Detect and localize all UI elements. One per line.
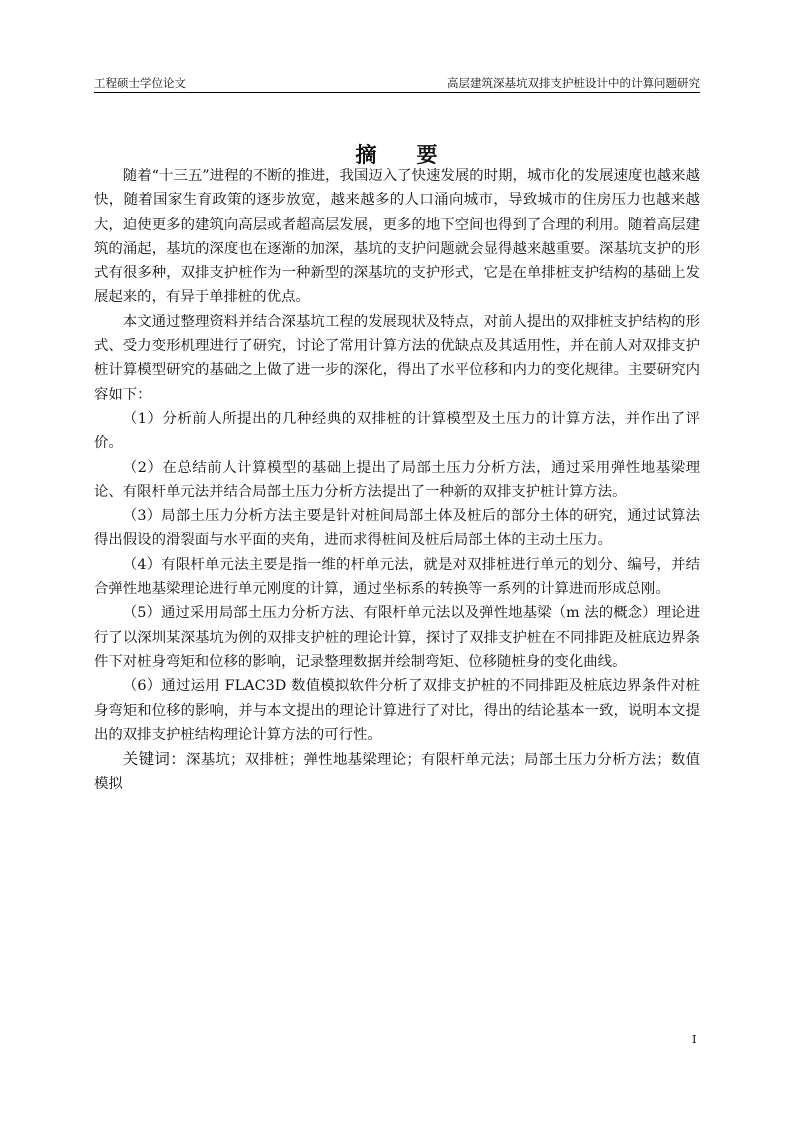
paragraph-intro: 随着“十三五”进程的不断的推进，我国迈入了快速发展的时期，城市化的发展速度也越来越快，随着国家生育政策的逐步放宽，越来越多的人口涌向城市，导致城市的住房压力也越来越大，迫使更多的建筑向高层或者超高层发展，更多的地下空间也得到了合理的利用。随着高层建筑的涌起，基坑的深度也在逐渐的加深，基坑的支护问题就会显得越来越重要。深基坑支护的形式有很多种，双排支护桩作为一种新型的深基坑的支护形式，它是在单排桩支护结构的基础上发展起来的，有异于单排桩的优点。 <box>94 168 700 306</box>
paragraph-item-4: （4）有限杆单元法主要是指一维的杆单元法，就是对双排桩进行单元的划分、编号，并结合弹性地基梁理论进行单元刚度的计算，通过坐标系的转换等一系列的计算进而形成总刚。 <box>94 556 700 598</box>
header-right-text: 高层建筑深基坑双排支护桩设计中的计算问题研究 <box>447 76 700 90</box>
page-number: I <box>692 1032 697 1046</box>
page-title: 摘要 <box>355 142 478 167</box>
keywords-label: 关键词： <box>122 750 187 769</box>
paragraph-item-3: （3）局部土压力分析方法主要是针对桩间局部土体及桩后的部分土体的研究，通过试算法得出假设的滑裂面与水平面的夹角，进而求得桩间及桩后局部土体的主动土压力。 <box>94 508 700 549</box>
page-header <box>94 74 700 93</box>
paragraph-overview: 本文通过整理资料并结合深基坑工程的发展现状及特点，对前人提出的双排桩支护结构的形式、受力变形机理进行了研究，讨论了常用计算方法的优缺点及其适用性，并在前人对双排支护桩计算模型研究的基础之上做了进一步的深化，得出了水平位移和内力的变化规律。主要研究内容如下： <box>94 313 700 403</box>
paragraph-item-6: （6）通过运用 FLAC3D 数值模拟软件分析了双排支护桩的不同排距及桩底边界条件对桩身弯矩和位移的影响，并与本文提出的理论计算进行了对比，得出的结论基本一致，说明本文提出的双排支护桩结构理论计算方法的可行性。 <box>94 678 700 743</box>
keywords <box>94 747 700 797</box>
paragraph-item-1: （1）分析前人所提出的几种经典的双排桩的计算模型及土压力的计算方法，并作出了评价。 <box>94 410 700 452</box>
paragraph-item-2: （2）在总结前人计算模型的基础上提出了局部土压力分析方法，通过采用弹性地基梁理论、有限杆单元法并结合局部土压力分析方法提出了一种新的双排支护桩计算方法。 <box>94 459 700 500</box>
paragraph-item-5: （5）通过采用局部土压力分析方法、有限杆单元法以及弹性地基梁（m 法的概念）理论进行了以深圳某深基坑为例的双排支护桩的理论计算，探讨了双排支护桩在不同排距及桩底边界条件下对桩身弯矩和位移的影响，记录整理数据并绘制弯矩、位移随桩身的变化曲线。 <box>94 605 700 670</box>
keywords-text: 深基坑；双排桩；弹性地基梁理论；有限杆单元法；局部土压力分析方法；数值模拟 <box>94 752 700 793</box>
header-left-text: 工程硕士学位论文 <box>94 76 186 90</box>
abstract-body <box>94 164 700 797</box>
